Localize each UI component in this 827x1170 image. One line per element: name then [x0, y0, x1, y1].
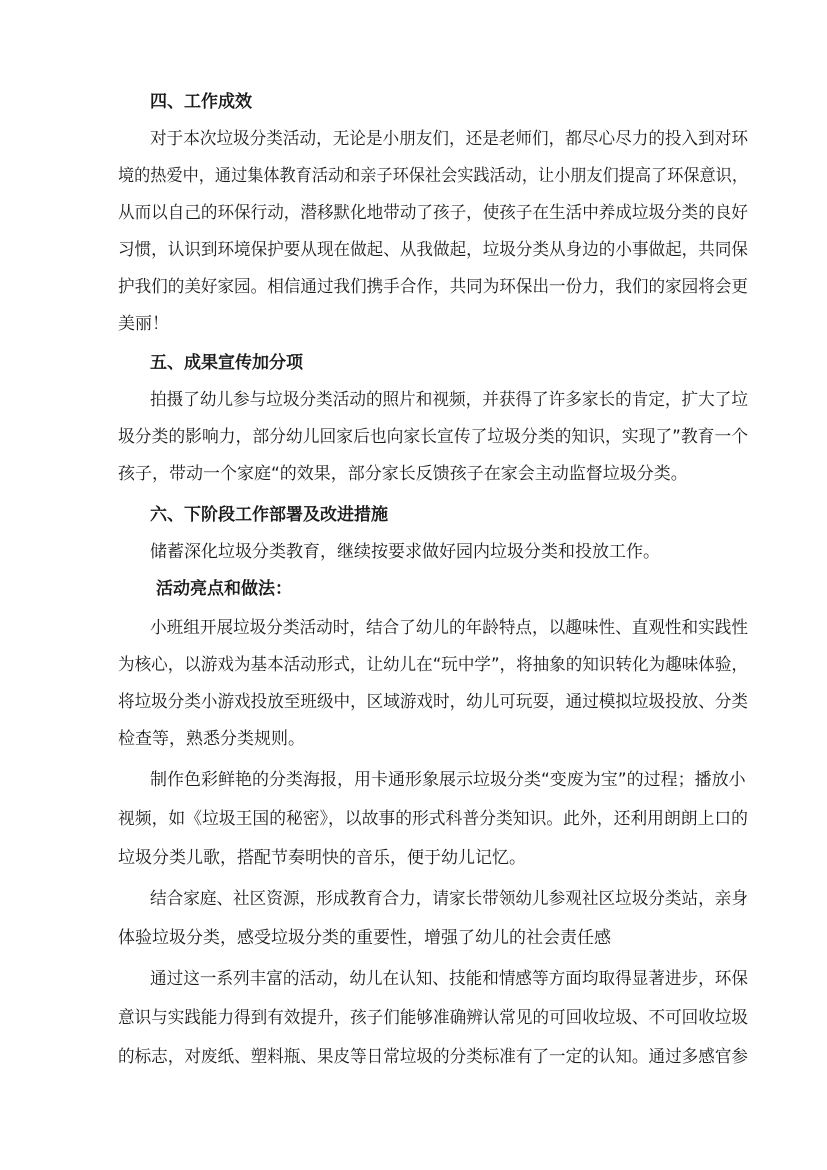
line-text: 美丽！: [118, 314, 169, 334]
paragraph-line: [0, 540, 827, 564]
paragraph-line: [0, 164, 827, 188]
paragraph-line: [0, 127, 827, 151]
paragraph-line: [0, 926, 827, 950]
paragraph-line: [0, 727, 827, 751]
paragraph-line: [0, 967, 827, 991]
heading-text: 五、成果宣传加分项: [150, 353, 303, 373]
paragraph-line: [0, 1006, 827, 1030]
line-text: 对于本次垃圾分类活动，无论是小朋友们，还是老师们，都尽心尽力的投入到对环: [150, 129, 748, 149]
line-text: 结合家庭、社区资源，形成教育合力，请家长带领幼儿参观社区垃圾分类站，亲身: [150, 889, 748, 909]
paragraph-line: [0, 690, 827, 714]
paragraph-line: [0, 388, 827, 412]
section-heading-achievements: [0, 90, 827, 114]
line-text: 拍摄了幼儿参与垃圾分类活动的照片和视频，并获得了许多家长的肯定，扩大了垃: [150, 390, 748, 410]
heading-text: 六、下阶段工作部署及改进措施: [150, 505, 388, 525]
line-text: 储蓄深化垃圾分类教育，继续按要求做好园内垃圾分类和投放工作。: [150, 542, 660, 562]
line-text: 为核心，以游戏为基本活动形式，让幼儿在“玩中学”，将抽象的知识转化为趣味体验，: [118, 655, 749, 675]
line-text: 小班组开展垃圾分类活动时，结合了幼儿的年龄特点，以趣味性、直观性和实践性: [150, 618, 748, 638]
section-heading-highlights: [0, 577, 827, 601]
paragraph-line: [0, 201, 827, 225]
paragraph-line: [0, 1045, 827, 1069]
paragraph-line: [0, 425, 827, 449]
line-text: 视频，如《垃圾王国的秘密》，以故事的形式科普分类知识。此外，还利用朗朗上口的: [118, 809, 748, 829]
paragraph-line: [0, 238, 827, 262]
section-heading-publicity: [0, 351, 827, 375]
line-text: 圾分类的影响力，部分幼儿回家后也向家长宣传了垃圾分类的知识，实现了”教育一个: [118, 427, 749, 447]
line-text: 制作色彩鲜艳的分类海报，用卡通形象展示垃圾分类“变废为宝”的过程；播放小: [150, 770, 746, 790]
line-text: 将垃圾分类小游戏投放至班级中，区域游戏时，幼儿可玩耍，通过模拟垃圾投放、分类: [118, 692, 748, 712]
paragraph-line: [0, 846, 827, 870]
line-text: 习惯，认识到环境保护要从现在做起、从我做起，垃圾分类从身边的小事做起，共同保: [118, 240, 748, 260]
paragraph-line: [0, 807, 827, 831]
line-text: 通过这一系列丰富的活动，幼儿在认知、技能和情感等方面均取得显著进步，环保: [150, 969, 748, 989]
line-text: 垃圾分类儿歌，搭配节奏明快的音乐，便于幼儿记忆。: [118, 848, 526, 868]
line-text: 意识与实践能力得到有效提升，孩子们能够准确辨认常见的可回收垃圾、不可回收垃圾: [118, 1008, 748, 1028]
heading-text: 四、工作成效: [150, 92, 252, 112]
paragraph-line: [0, 462, 827, 486]
line-text: 孩子，带动一个家庭“的效果，部分家长反馈孩子在家会主动监督垃圾分类。: [118, 464, 688, 484]
paragraph-line: [0, 887, 827, 911]
line-text: 的标志，对废纸、塑料瓶、果皮等日常垃圾的分类标准有了一定的认知。通过多感官参: [118, 1047, 748, 1067]
paragraph-line: [0, 312, 827, 336]
line-text: 境的热爱中，通过集体教育活动和亲子环保社会实践活动，让小朋友们提高了环保意识，: [118, 166, 748, 186]
paragraph-line: [0, 275, 827, 299]
line-text: 检查等，熟悉分类规则。: [118, 729, 305, 749]
line-text: 护我们的美好家园。相信通过我们携手合作，共同为环保出一份力，我们的家园将会更: [118, 277, 748, 297]
line-text: 体验垃圾分类，感受垃圾分类的重要性，增强了幼儿的社会责任感: [118, 928, 611, 948]
paragraph-line: [0, 768, 827, 792]
paragraph-line: [0, 616, 827, 640]
line-text: 从而以自己的环保行动，潜移默化地带动了孩子，使孩子在生活中养成垃圾分类的良好: [118, 203, 748, 223]
heading-text: 活动亮点和做法：: [156, 579, 292, 599]
section-heading-next-steps: [0, 503, 827, 527]
paragraph-line: [0, 653, 827, 677]
